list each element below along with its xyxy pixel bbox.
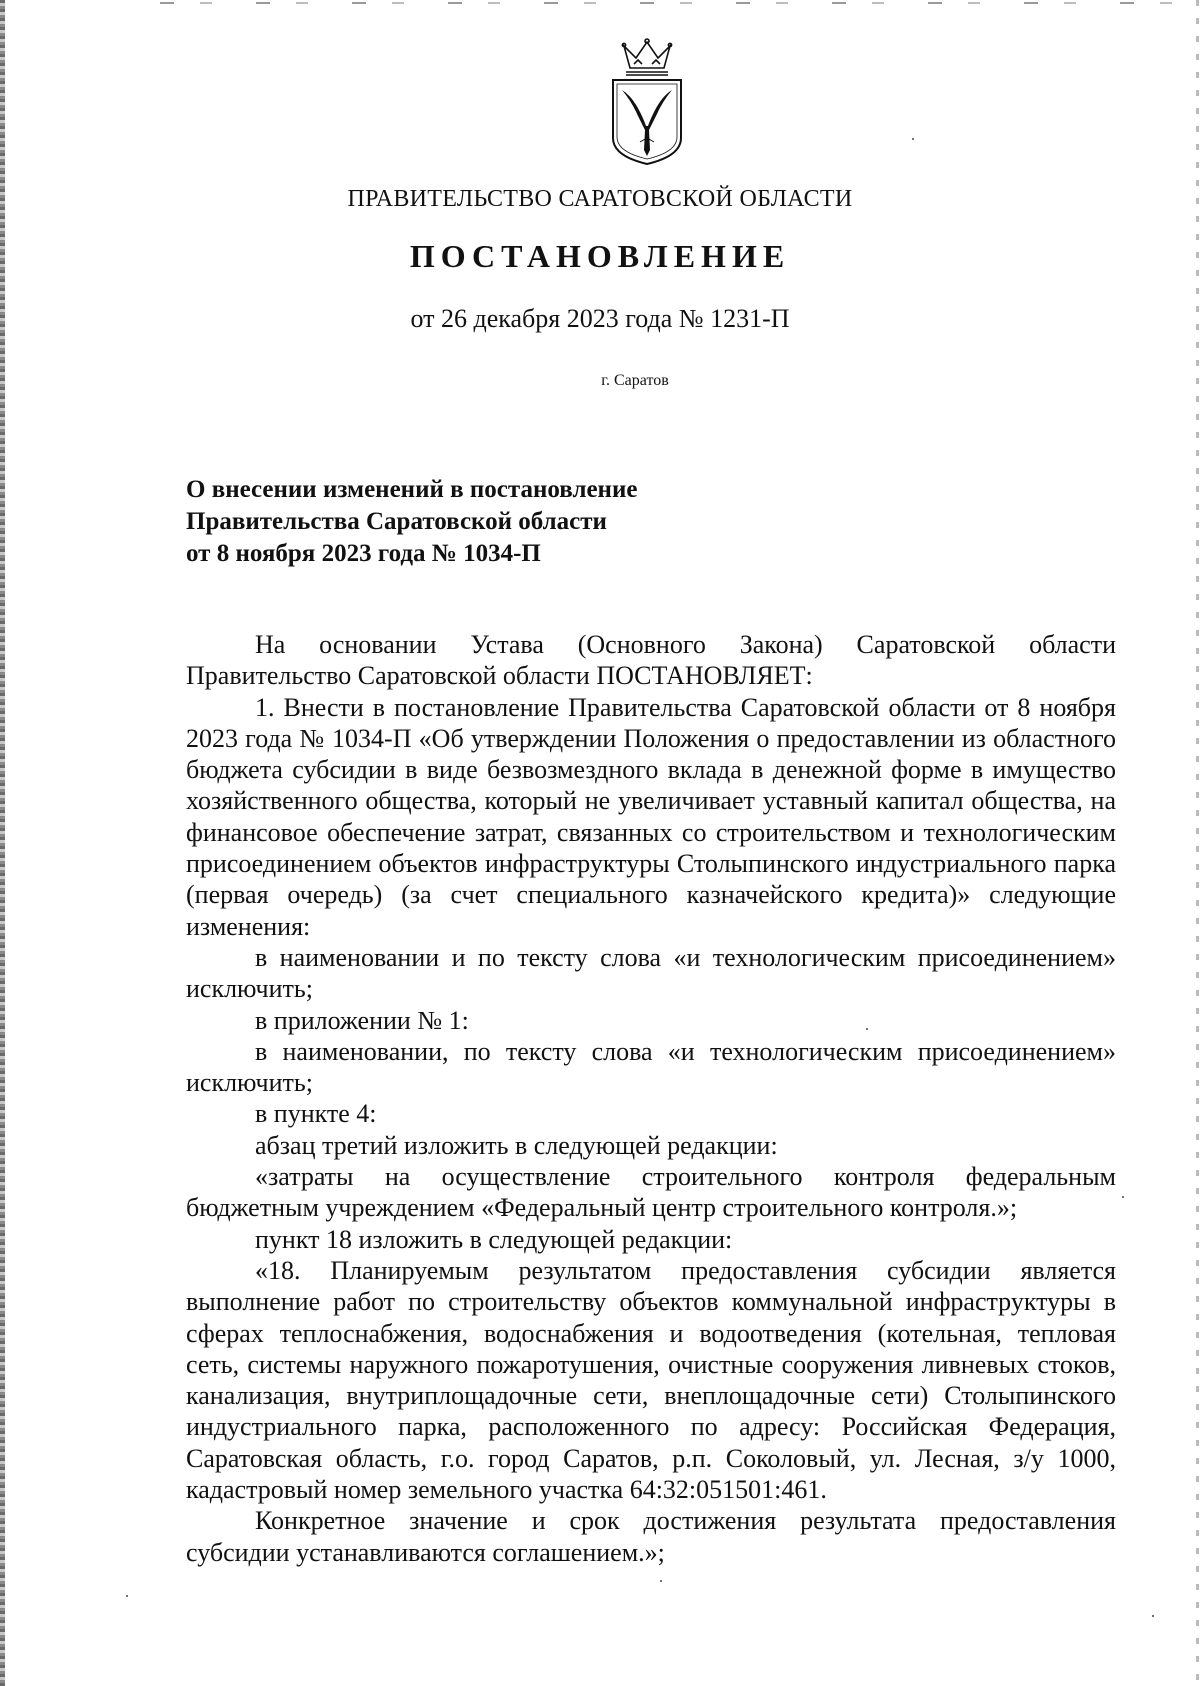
body-paragraph: На основании Устава (Основного Закона) Саратовской области Правительство Саратовской области ПОСТАНОВЛЯЕТ: (186, 630, 1116, 691)
body-paragraph: «затраты на осуществление строительного контроля федеральным бюджетным учреждением «Федеральный центр строительного контроля.»; (186, 1162, 1116, 1223)
scan-speck (912, 138, 914, 140)
scan-speck (126, 1595, 128, 1597)
subject-line: О внесении изменений в постановление (186, 476, 638, 503)
document-city: г. Саратов (601, 372, 669, 389)
document-date-number: от 26 декабря 2023 года № 1231-П (410, 304, 790, 333)
body-paragraph: Конкретное значение и срок достижения результата предоставления субсидии устанавливаются соглашением.»; (186, 1506, 1116, 1567)
coat-of-arms-icon (604, 38, 690, 166)
scan-edge-top (160, 2, 1200, 4)
subject-line: от 8 ноября 2023 года № 1034-П (186, 540, 541, 567)
scan-speck (1152, 1615, 1154, 1617)
body-paragraph: в наименовании и по тексту слова «и технологическим присоединением» исключить; (186, 942, 1116, 1004)
body-paragraph: абзац третий изложить в следующей редакции: (255, 1130, 778, 1160)
document-type-title: ПОСТАНОВЛЕНИЕ (409, 238, 791, 274)
body-paragraph: «18. Планируемым результатом предоставления субсидии является выполнение работ по строительству объектов коммунальной инфраструктуры в сферах теплоснабжения, водоснабжения и водоотведения (котельная, тепловая сеть, системы наружного пожаротушения, очистные сооружения ливневых стоков, канализация, внутриплощадочные сети, внеплощадочные сети) Столыпинского индустриального парка, расположенного по адресу: Российская Федерация, Саратовская область, г.о. город Саратов, р.п. Соколовый, ул. Лесная, з/у 1000, кадастровый номер земельного участка 64:32:051501:461. (186, 1255, 1116, 1505)
body-paragraph: в пункте 4: (255, 1099, 377, 1129)
document-body (186, 629, 1116, 1568)
body-paragraph: пункт 18 изложить в следующей редакции: (255, 1224, 733, 1254)
document-subject (186, 474, 746, 570)
body-paragraph: в наименовании, по тексту слова «и технологическим присоединением» исключить; (186, 1036, 1116, 1098)
organization-name: ПРАВИТЕЛЬСТВО САРАТОВСКОЙ ОБЛАСТИ (347, 186, 853, 212)
scan-speck (660, 1580, 662, 1582)
subject-line: Правительства Саратовской области (186, 508, 607, 535)
body-paragraph: в приложении № 1: (255, 1005, 469, 1035)
body-paragraph: 1. Внести в постановление Правительства Саратовской области от 8 ноября 2023 года № 1034-П «Об утверждении Положения о предоставлении из областного бюджета субсидии в виде безвозмездного вклада в денежной форме в имущество хозяйственного общества, который не увеличивает уставный капитал общества, на финансовое обеспечение затрат, связанных со строительством и технологическим присоединением объектов инфраструктуры Столыпинского индустриального парка (первая очередь) (за счет специального казначейского кредита)» следующие изменения: (186, 692, 1116, 941)
scan-speck (1122, 1196, 1124, 1198)
